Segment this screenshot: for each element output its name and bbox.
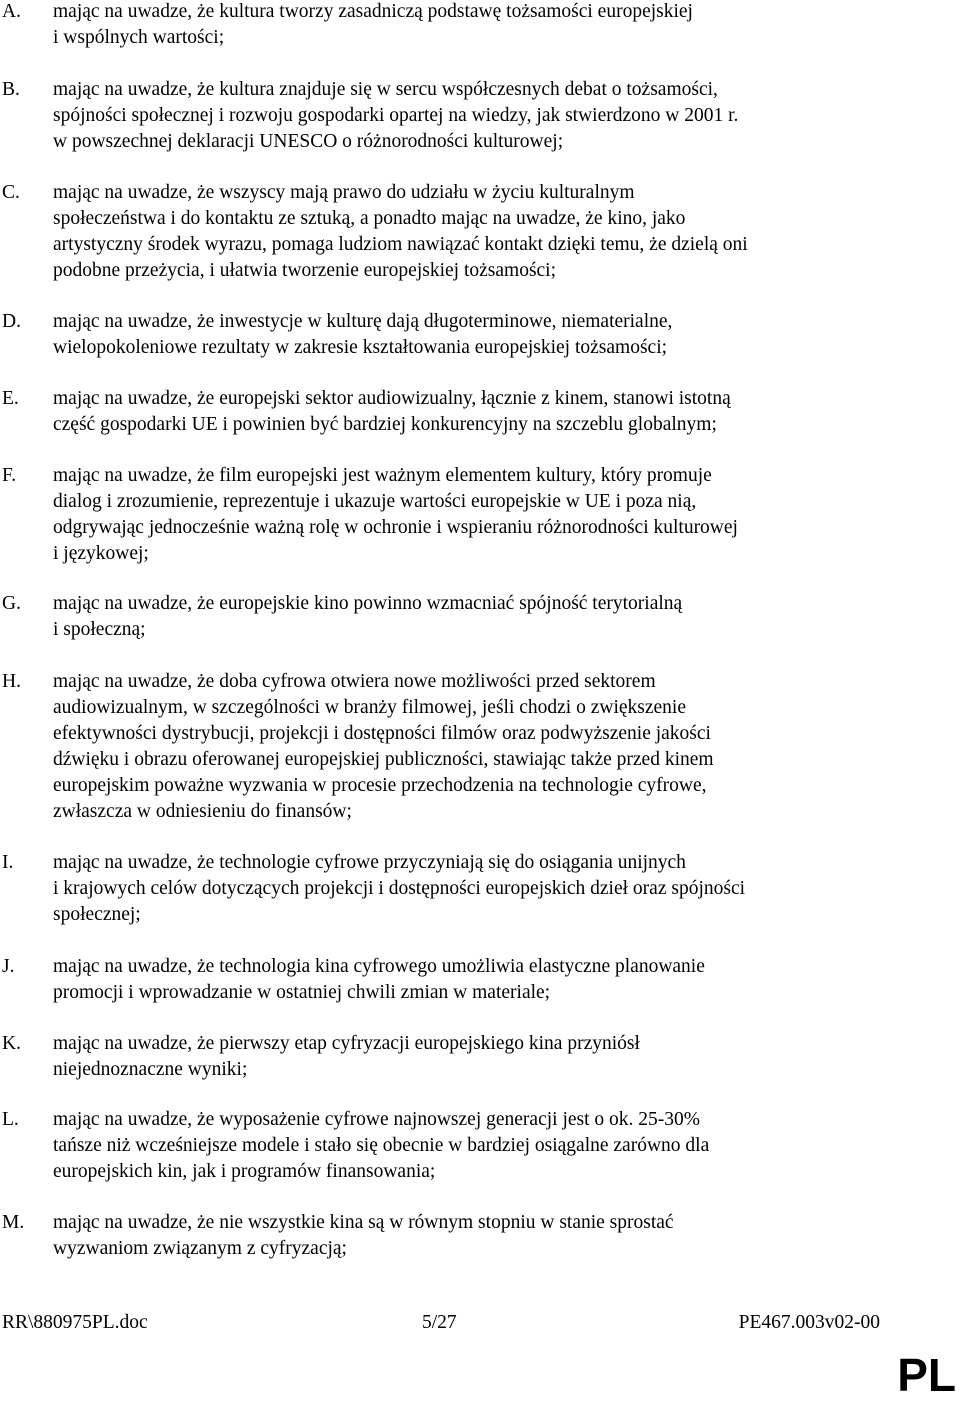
text-line: wielopokoleniowe rezultaty w zakresie kształtowania europejskiej tożsamości; bbox=[53, 337, 668, 358]
recital-text bbox=[53, 1210, 913, 1262]
recital-text bbox=[53, 180, 913, 284]
recital-text bbox=[53, 954, 913, 1006]
text-line: mając na uwadze, że wyposażenie cyfrowe najnowszej generacji jest o ok. 25-30% bbox=[53, 1109, 701, 1130]
recital-text bbox=[53, 0, 913, 51]
text-line: i wspólnych wartości; bbox=[53, 27, 225, 48]
text-line: artystyczny środek wyrazu, pomaga ludziom nawiązać kontakt dzięki temu, że dzielą oni bbox=[53, 234, 748, 255]
text-line: społeczeństwa i do kontaktu ze sztuką, a ponadto mając na uwadze, że kino, jako bbox=[53, 208, 686, 229]
text-line: i językowej; bbox=[53, 543, 149, 564]
recital-letter: J. bbox=[2, 956, 15, 977]
recital-text bbox=[53, 850, 913, 928]
text-line: europejskich kin, jak i programów finansowania; bbox=[53, 1161, 436, 1182]
page-number: 5/27 bbox=[422, 1312, 457, 1333]
text-line: europejskim poważne wyzwania w procesie przechodzenia na technologie cyfrowe, bbox=[53, 775, 707, 796]
recital-letter: L. bbox=[2, 1109, 19, 1130]
recital-text bbox=[53, 1031, 913, 1083]
text-line: dialog i zrozumienie, reprezentuje i ukazuje wartości europejskie w UE i poza nią, bbox=[53, 491, 697, 512]
text-line: mając na uwadze, że technologia kina cyfrowego umożliwia elastyczne planowanie bbox=[53, 956, 705, 977]
text-line: niejednoznaczne wyniki; bbox=[53, 1059, 248, 1080]
recital-text bbox=[53, 1107, 913, 1185]
pe-number: PE467.003v02-00 bbox=[738, 1312, 880, 1333]
recital-letter: C. bbox=[2, 182, 20, 203]
language-code: PL bbox=[897, 1349, 956, 1401]
text-line: mając na uwadze, że technologie cyfrowe przyczyniają się do osiągania unijnych bbox=[53, 852, 686, 873]
document-reference: RR\880975PL.doc bbox=[2, 1312, 148, 1333]
text-line: mając na uwadze, że inwestycje w kulturę dają długoterminowe, niematerialne, bbox=[53, 311, 673, 332]
text-line: społecznej; bbox=[53, 904, 141, 925]
recital-letter: G. bbox=[2, 593, 21, 614]
recital-letter: D. bbox=[2, 311, 21, 332]
recital-letter: A. bbox=[2, 1, 21, 22]
text-line: i krajowych celów dotyczących projekcji i dostępności europejskich dzieł oraz spójności bbox=[53, 878, 746, 899]
text-line: i społeczną; bbox=[53, 619, 146, 640]
recital-letter: I. bbox=[2, 852, 14, 873]
text-line: mając na uwadze, że kultura tworzy zasadniczą podstawę tożsamości europejskiej bbox=[53, 1, 693, 22]
text-line: efektywności dystrybucji, projekcji i dostępności filmów oraz podwyższenie jakości bbox=[53, 723, 711, 744]
recital-text bbox=[53, 309, 913, 361]
text-line: tańsze niż wcześniejsze modele i stało się obecnie w bardziej osiągalne zarówno dla bbox=[53, 1135, 710, 1156]
page-footer bbox=[0, 1310, 960, 1336]
text-line: część gospodarki UE i powinien być bardziej konkurencyjny na szczeblu globalnym; bbox=[53, 414, 717, 435]
recital-letter: M. bbox=[2, 1212, 25, 1233]
text-line: mając na uwadze, że kultura znajduje się w sercu współczesnych debat o tożsamości, bbox=[53, 79, 718, 100]
text-line: mając na uwadze, że europejskie kino powinno wzmacniać spójność terytorialną bbox=[53, 593, 683, 614]
recital-letter: K. bbox=[2, 1033, 21, 1054]
text-line: dźwięku i obrazu oferowanej europejskiej publiczności, stawiając także przed kinem bbox=[53, 749, 714, 770]
text-line: zwłaszcza w odniesieniu do finansów; bbox=[53, 801, 352, 822]
recital-letter: E. bbox=[2, 388, 19, 409]
recital-text bbox=[53, 77, 913, 155]
recital-text bbox=[53, 463, 913, 567]
recital-text bbox=[53, 386, 913, 438]
recital-letter: H. bbox=[2, 671, 21, 692]
text-line: mając na uwadze, że europejski sektor audiowizualny, łącznie z kinem, stanowi istotną bbox=[53, 388, 731, 409]
text-line: promocji i wprowadzanie w ostatniej chwili zmian w materiale; bbox=[53, 982, 551, 1003]
recital-letter: B. bbox=[2, 79, 20, 100]
text-line: mając na uwadze, że nie wszystkie kina są w równym stopniu w stanie sprostać bbox=[53, 1212, 674, 1233]
recital-text bbox=[53, 591, 913, 643]
text-line: audiowizualnym, w szczególności w branży filmowej, jeśli chodzi o zwiększenie bbox=[53, 697, 687, 718]
text-line: spójności społecznej i rozwoju gospodarki opartej na wiedzy, jak stwierdzono w 2001 r. bbox=[53, 105, 739, 126]
text-line: mając na uwadze, że doba cyfrowa otwiera nowe możliwości przed sektorem bbox=[53, 671, 656, 692]
text-line: mając na uwadze, że pierwszy etap cyfryzacji europejskiego kina przyniósł bbox=[53, 1033, 640, 1054]
text-line: podobne przeżycia, i ułatwia tworzenie europejskiej tożsamości; bbox=[53, 260, 557, 281]
text-line: w powszechnej deklaracji UNESCO o różnorodności kulturowej; bbox=[53, 131, 564, 152]
text-line: mając na uwadze, że film europejski jest ważnym elementem kultury, który promuje bbox=[53, 465, 712, 486]
recital-letter: F. bbox=[2, 465, 17, 486]
text-line: mając na uwadze, że wszyscy mają prawo do udziału w życiu kulturalnym bbox=[53, 182, 635, 203]
recital-text bbox=[53, 669, 913, 825]
text-line: odgrywając jednocześnie ważną rolę w ochronie i wspieraniu różnorodności kulturowej bbox=[53, 517, 738, 538]
text-line: wyzwaniom związanym z cyfryzacją; bbox=[53, 1238, 347, 1259]
